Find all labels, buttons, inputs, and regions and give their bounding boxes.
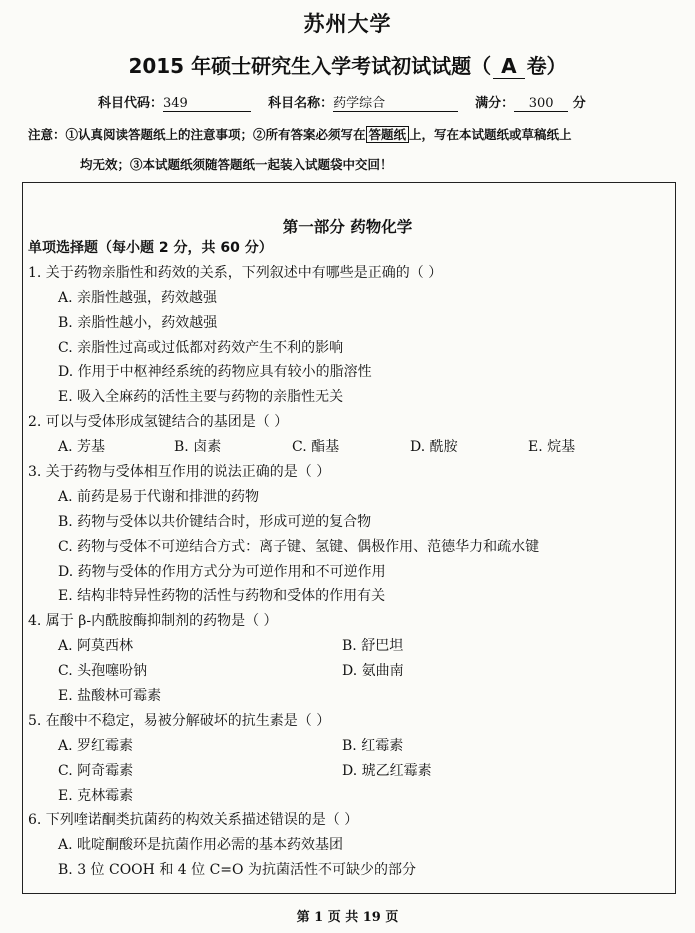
option: B. 亲脂性越小，药效越强 (58, 314, 218, 331)
option: C. 头孢噻吩钠 (58, 663, 148, 680)
option: E. 盐酸林可霉素 (58, 688, 162, 705)
question-stem: 5. 在酸中不稳定，易被分解破坏的抗生素是（ ） (28, 712, 331, 729)
option: A. 罗红霉素 (58, 737, 134, 754)
section-heading: 单项选择题（每小题 2 分，共 60 分） (28, 240, 273, 256)
exam-version: A (493, 54, 524, 79)
subject-code: 349 (163, 96, 251, 112)
option-row (28, 759, 668, 784)
option: D. 作用于中枢神经系统的药物应具有较小的脂溶性 (58, 364, 372, 381)
option: A. 阿莫西林 (58, 638, 134, 655)
score-unit: 分 (572, 96, 586, 111)
question-stem: 2. 可以与受体形成氢键结合的基团是（ ） (28, 414, 289, 431)
option-row (28, 734, 668, 759)
full-score-label: 满分： (475, 96, 515, 111)
subject-code-label: 科目代码： (98, 96, 164, 111)
option: E. 吸入全麻药的活性主要与药物的亲脂性无关 (58, 389, 344, 406)
exam-title-prefix: 2015 年硕士研究生入学考试初试试题（ (128, 54, 492, 78)
subject-name-label: 科目名称： (268, 96, 334, 111)
question-list (28, 236, 668, 883)
option: D. 氨曲南 (342, 663, 404, 680)
page-footer: 第 1 页 共 19 页 (296, 910, 399, 925)
option-row (28, 659, 668, 684)
exam-notice (28, 120, 688, 180)
notice-line-2: 均无效；③本试题纸须随答题纸一起装入试题袋中交回！ (80, 157, 393, 172)
option: B. 卤素 (174, 439, 222, 456)
answer-sheet-boxed: 答题纸 (366, 126, 410, 143)
option: C. 亲脂性过高或过低都对药效产生不利的影响 (58, 339, 344, 356)
option: C. 酯基 (292, 439, 340, 456)
exam-title-suffix: 卷） (526, 54, 567, 78)
option: B. 红霉素 (342, 737, 404, 754)
option: B. 舒巴坦 (342, 638, 404, 655)
option: E. 克林霉素 (58, 787, 134, 804)
option: E. 结构非特异性药物的活性与药物和受体的作用有关 (58, 588, 386, 605)
question-stem: 3. 关于药物与受体相互作用的说法正确的是（ ） (28, 464, 331, 481)
question-stem: 6. 下列喹诺酮类抗菌药的构效关系描述错误的是（ ） (28, 812, 359, 829)
option: A. 亲脂性越强，药效越强 (58, 289, 218, 306)
exam-title (0, 50, 695, 79)
option: D. 琥乙红霉素 (342, 762, 432, 779)
option: C. 阿奇霉素 (58, 762, 134, 779)
option: C. 药物与受体不可逆结合方式：离子键、氢键、偶极作用、范德华力和疏水键 (58, 538, 540, 555)
option: B. 3 位 COOH 和 4 位 C=O 为抗菌活性不可缺少的部分 (58, 862, 416, 879)
option: A. 前药是易于代谢和排泄的药物 (58, 488, 260, 505)
option-row (28, 435, 668, 460)
option: A. 吡啶酮酸环是抗菌作用必需的基本药效基团 (58, 837, 344, 854)
option-row (28, 634, 668, 659)
question-stem: 1. 关于药物亲脂性和药效的关系，下列叙述中有哪些是正确的（ ） (28, 264, 443, 281)
subject-info (98, 92, 586, 112)
option: D. 药物与受体的作用方式分为可逆作用和不可逆作用 (58, 563, 386, 580)
option: E. 烷基 (528, 439, 576, 456)
subject-name: 药学综合 (333, 92, 458, 112)
question-stem: 4. 属于 β-内酰胺酶抑制剂的药物是（ ） (28, 613, 278, 630)
university-title: 苏州大学 (303, 12, 392, 36)
notice-line-1: 注意：①认真阅读答题纸上的注意事项；②所有答案必须写在 答题纸 上，写在本试题纸或草稿纸上 (28, 127, 572, 142)
part-title: 第一部分 药物化学 (282, 218, 413, 236)
option: A. 芳基 (58, 439, 106, 456)
full-score: 300 (514, 96, 568, 112)
option: B. 药物与受体以共价键结合时，形成可逆的复合物 (58, 513, 372, 530)
option: D. 酰胺 (410, 439, 458, 456)
